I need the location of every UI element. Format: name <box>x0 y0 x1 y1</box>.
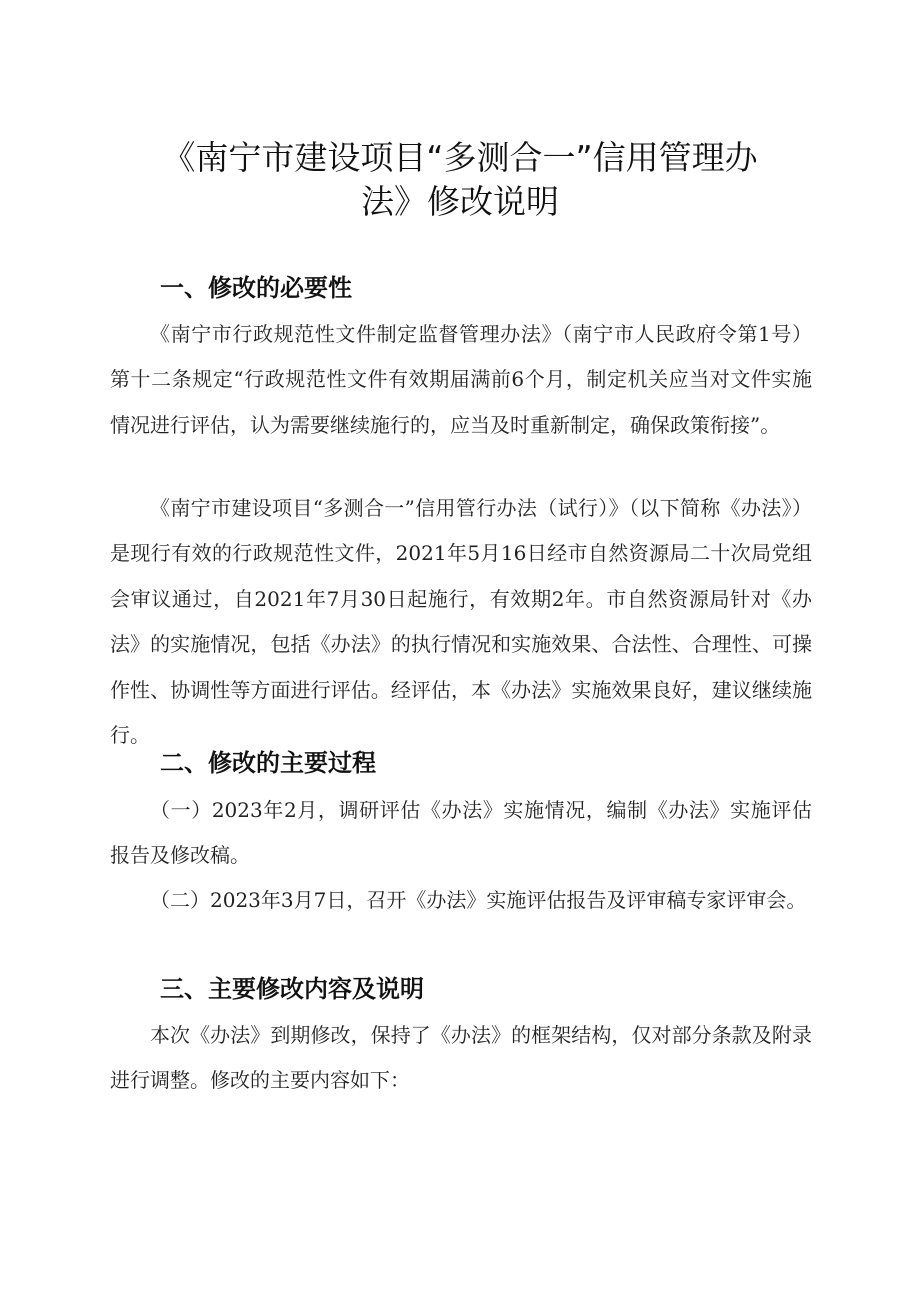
paragraph: （一）2023年2月，调研评估《办法》实施情况，编制《办法》实施评估报告及修改稿。 <box>110 798 812 868</box>
paragraph: （二）2023年3月7日，召开《办法》实施评估报告及评审稿专家评审会。 <box>150 888 807 912</box>
paragraph: 《南宁市行政规范性文件制定监督管理办法》（南宁市人民政府令第1号）第十二条规定“行政规范性文件有效期届满前6个月，制定机关应当对文件实施情况进行评估，认为需要继续施行的，应当及时重新制定，确保政策衔接”。 <box>110 322 812 437</box>
section-heading-process: 二、修改的主要过程 <box>160 749 376 777</box>
section-heading-content: 三、主要修改内容及说明 <box>160 975 424 1003</box>
document-title-line-1: 《南宁市建设项目“多测合一”信用管理办 <box>162 138 758 177</box>
paragraph: 本次《办法》到期修改，保持了《办法》的框架结构，仅对部分条款及附录进行调整。修改的主要内容如下： <box>110 1023 812 1093</box>
document-title-line-2: 法》修改说明 <box>361 182 559 221</box>
paragraph: 《南宁市建设项目“多测合一”信用管行办法（试行）》（以下简称《办法》）是现行有效的行政规范性文件，2021年5月16日经市自然资源局二十次局党组会审议通过，自2021年7月30日起施行，有效期2年。市自然资源局针对《办法》的实施情况，包括《办法》的执行情况和实施效果、合法性、合理性、可操作性、协调性等方面进行评估。经评估，本《办法》实施效果良好，建议继续施行。 <box>110 496 812 748</box>
section-heading-necessity: 一、修改的必要性 <box>160 274 352 302</box>
